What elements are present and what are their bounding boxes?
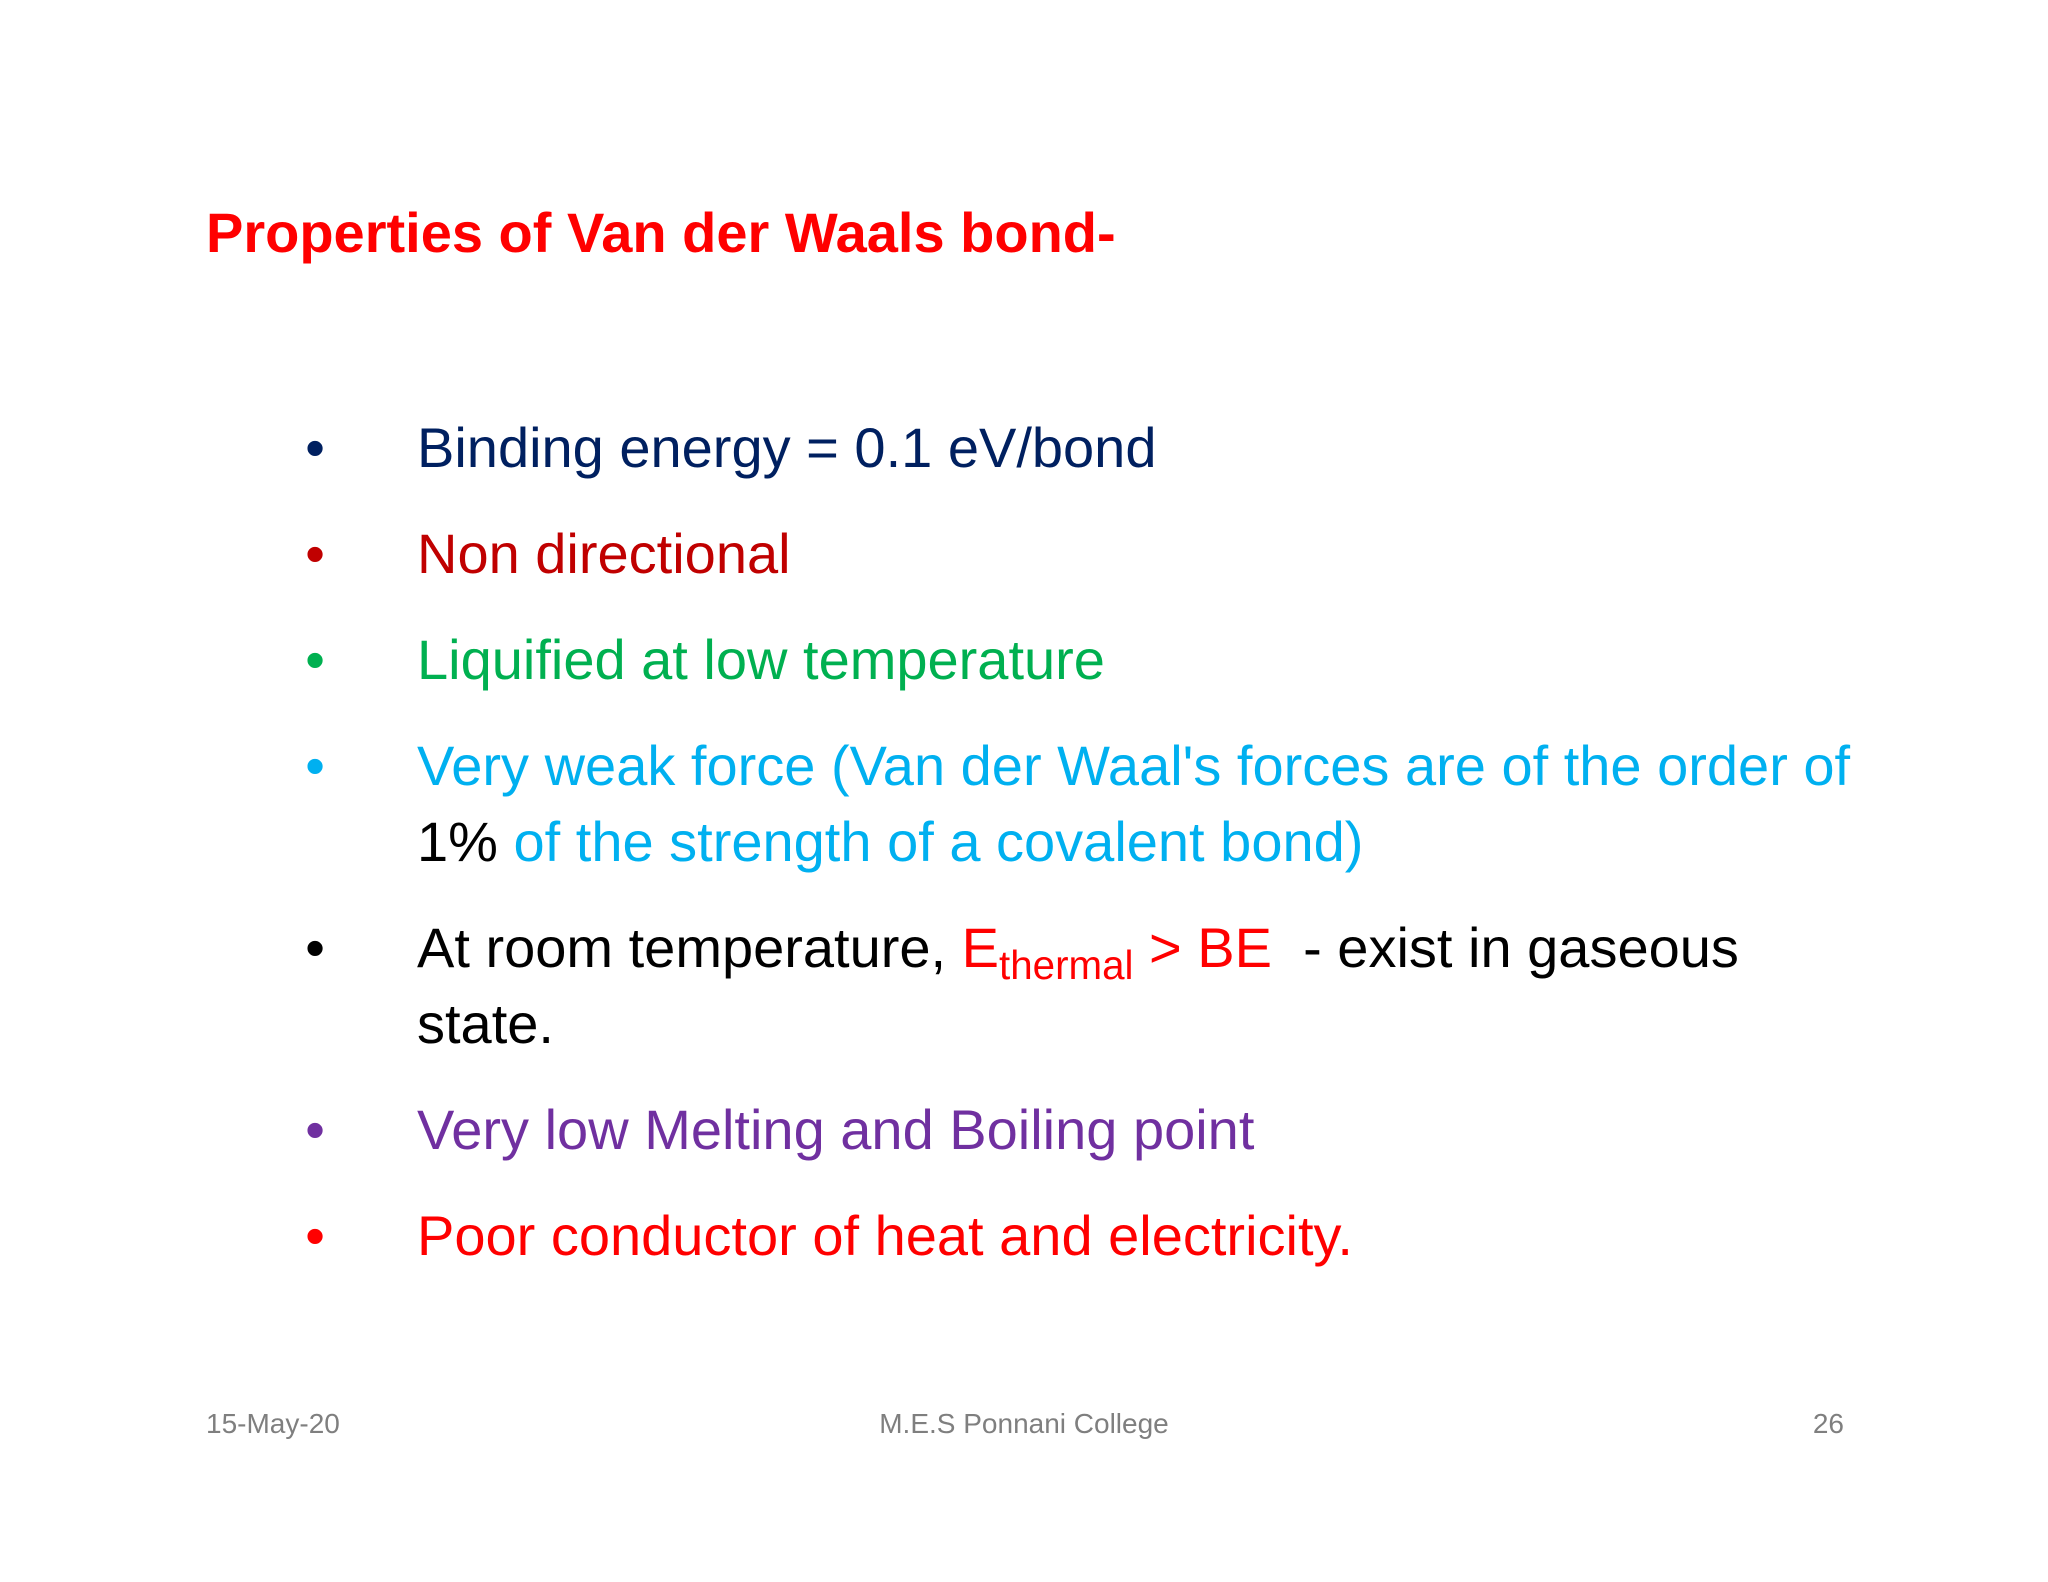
bullet-liquified xyxy=(300,622,1860,698)
bullet-text-part1: Very weak force (Van der Waal's forces are of the order of xyxy=(417,734,1851,797)
bullet-text: Poor conductor of heat and electricity. xyxy=(417,1204,1353,1267)
bullet-highlight-percent: 1% xyxy=(417,810,498,873)
bullet-marker xyxy=(300,910,330,986)
bullet-melting-boiling xyxy=(300,1092,1860,1168)
footer-page-number: 26 xyxy=(1812,1408,1844,1439)
bullet-text: Binding energy = 0.1 eV/bond xyxy=(417,416,1157,479)
energy-subscript: thermal xyxy=(999,942,1134,989)
bullet-marker xyxy=(300,1198,330,1274)
bullet-text: Very low Melting and Boiling point xyxy=(417,1098,1255,1161)
slide-title: Properties of Van der Waals bond- xyxy=(206,201,1116,264)
bullet-marker xyxy=(300,622,330,698)
energy-relation: > BE xyxy=(1133,916,1272,979)
bullet-room-temperature xyxy=(300,910,1860,1062)
bullet-marker xyxy=(300,410,330,486)
footer-organization: M.E.S Ponnani College xyxy=(879,1408,1169,1439)
bullet-binding-energy xyxy=(300,410,1860,486)
bullet-text-part2: - exist in gaseous state. xyxy=(417,916,1755,1055)
bullet-marker xyxy=(300,728,330,804)
energy-symbol: E xyxy=(961,916,1000,979)
bullet-text-part2: of the strength of a covalent bond) xyxy=(497,810,1364,873)
footer-date: 15-May-20 xyxy=(206,1408,340,1439)
bullet-non-directional xyxy=(300,516,1860,592)
bullet-weak-force xyxy=(300,728,1860,880)
bullet-text: Non directional xyxy=(417,522,791,585)
bullet-marker xyxy=(300,1092,330,1168)
bullet-text: Liquified at low temperature xyxy=(417,628,1105,691)
bullet-poor-conductor xyxy=(300,1198,1860,1274)
bullet-list xyxy=(300,410,1860,1304)
bullet-marker xyxy=(300,516,330,592)
bullet-text-part1: At room temperature, xyxy=(417,916,962,979)
